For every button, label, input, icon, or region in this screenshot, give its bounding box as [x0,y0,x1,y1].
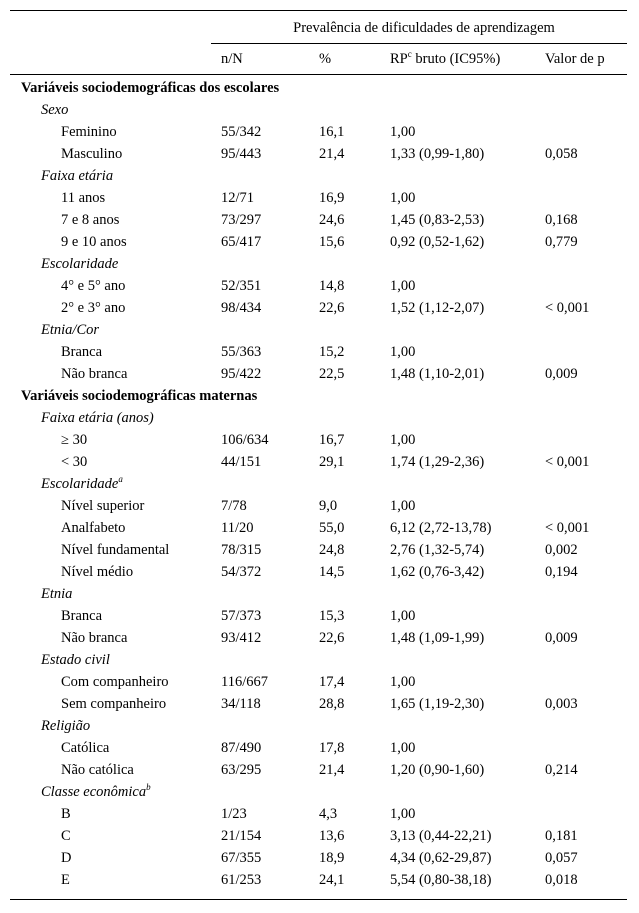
group-label-text: Faixa etária (anos) [41,410,154,426]
table-row [10,847,627,869]
cell-n: 73/297 [221,212,262,228]
cell-percent: 24,1 [319,872,345,888]
cell-n: 93/412 [221,630,262,646]
cell-n: 52/351 [221,278,262,294]
group-label-text: Estado civil [41,652,110,668]
table-row [10,451,627,473]
cell-rp: 1,00 [390,344,416,360]
cell-n: 67/355 [221,850,262,866]
table-row [10,803,627,825]
header-bottom-rule [10,74,627,75]
cell-n: 78/315 [221,542,262,558]
row-label: Branca [61,344,103,360]
table-row [10,495,627,517]
cell-percent: 15,2 [319,344,345,360]
row-label: Não branca [61,630,128,646]
table-row [10,231,627,253]
table-row [10,627,627,649]
section-label: Variáveis sociodemográficas maternas [21,388,258,404]
section-label: Variáveis sociodemográficas dos escolares [21,80,280,96]
cell-n: 63/295 [221,762,262,778]
cell-n: 55/363 [221,344,262,360]
cell-n: 11/20 [221,520,254,536]
cell-percent: 24,8 [319,542,345,558]
group-label-text: Religião [41,718,91,734]
row-label: Não branca [61,366,128,382]
cell-percent: 21,4 [319,762,345,778]
cell-percent: 16,7 [319,432,345,448]
cell-rp: 1,20 (0,90-1,60) [390,762,485,778]
group-label [41,319,99,341]
table-top-rule [10,10,627,11]
table-row [10,693,627,715]
cell-pvalue: < 0,001 [545,520,590,536]
group-label [41,715,90,737]
cell-rp: 0,92 (0,52-1,62) [390,234,485,250]
col-header-rp-sup: c [407,49,412,59]
table-row [10,825,627,847]
cell-pvalue: 0,779 [545,234,578,250]
cell-rp: 5,54 (0,80-38,18) [390,872,492,888]
cell-n: 87/490 [221,740,262,756]
group-label [41,253,118,275]
group-row [10,407,627,429]
group-label-text: Etnia [41,586,73,602]
cell-n: 95/422 [221,366,262,382]
cell-percent: 16,9 [319,190,345,206]
row-label: 2° e 3° ano [61,300,126,316]
table-row [10,869,627,891]
table-row [10,605,627,627]
cell-rp: 2,76 (1,32-5,74) [390,542,485,558]
row-label: C [61,828,71,844]
span-header-rule [211,43,627,44]
col-header-rp-suffix: bruto (IC95%) [411,51,501,67]
cell-rp: 1,00 [390,740,416,756]
cell-percent: 22,5 [319,366,345,382]
cell-percent: 15,3 [319,608,345,624]
group-row [10,583,627,605]
cell-pvalue: < 0,001 [545,300,590,316]
cell-n: 55/342 [221,124,262,140]
cell-pvalue: 0,214 [545,762,578,778]
cell-rp: 1,33 (0,99-1,80) [390,146,485,162]
cell-percent: 29,1 [319,454,345,470]
header-span-row [10,17,627,39]
cell-percent: 21,4 [319,146,345,162]
cell-rp: 1,00 [390,190,416,206]
cell-percent: 17,8 [319,740,345,756]
group-row [10,473,627,495]
cell-percent: 9,0 [319,498,338,514]
group-label [41,781,151,803]
cell-rp: 6,12 (2,72-13,78) [390,520,492,536]
cell-percent: 28,8 [319,696,345,712]
cell-percent: 15,6 [319,234,345,250]
row-label: < 30 [61,454,88,470]
group-label-text: Classe econômica [41,784,147,800]
row-label: 4° e 5° ano [61,278,126,294]
row-label: Nível médio [61,564,134,580]
cell-percent: 18,9 [319,850,345,866]
group-label [41,165,113,187]
group-row [10,649,627,671]
cell-percent: 55,0 [319,520,345,536]
group-row [10,781,627,803]
cell-rp: 1,00 [390,278,416,294]
cell-rp: 1,00 [390,432,416,448]
row-label: Masculino [61,146,123,162]
table-bottom-rule [10,899,627,900]
cell-rp: 1,65 (1,19-2,30) [390,696,485,712]
cell-pvalue: 0,003 [545,696,578,712]
row-label: Nível fundamental [61,542,170,558]
group-label [41,583,72,605]
col-header-pvalue: Valor de p [545,51,605,67]
table-row [10,143,627,165]
cell-pvalue: 0,181 [545,828,578,844]
row-label: Feminino [61,124,117,140]
cell-rp: 1,00 [390,124,416,140]
table-row [10,121,627,143]
cell-n: 98/434 [221,300,262,316]
column-header-row [10,48,627,70]
cell-pvalue: 0,009 [545,630,578,646]
cell-percent: 16,1 [319,124,345,140]
cell-n: 95/443 [221,146,262,162]
group-label [41,407,154,429]
cell-n: 1/23 [221,806,247,822]
footnote-marker: a [118,474,123,484]
cell-pvalue: < 0,001 [545,454,590,470]
group-label [41,99,68,121]
cell-percent: 22,6 [319,630,345,646]
table-row [10,429,627,451]
group-label-text: Sexo [41,102,69,118]
cell-rp: 1,52 (1,12-2,07) [390,300,485,316]
cell-n: 7/78 [221,498,247,514]
cell-percent: 14,5 [319,564,345,580]
group-label-text: Etnia/Cor [41,322,100,338]
table-row [10,561,627,583]
table-row [10,737,627,759]
cell-percent: 14,8 [319,278,345,294]
cell-rp: 1,48 (1,10-2,01) [390,366,485,382]
row-label: 11 anos [61,190,106,206]
group-row [10,253,627,275]
col-header-n: n/N [221,51,243,67]
cell-pvalue: 0,009 [545,366,578,382]
cell-rp: 1,00 [390,608,416,624]
table-row [10,297,627,319]
group-label [41,649,110,671]
row-label: 9 e 10 anos [61,234,127,250]
col-header-rp-label: RP [390,51,408,67]
cell-n: 116/667 [221,674,268,690]
table-row [10,759,627,781]
cell-pvalue: 0,057 [545,850,578,866]
group-label [41,473,123,495]
cell-pvalue: 0,194 [545,564,578,580]
cell-rp: 1,74 (1,29-2,36) [390,454,485,470]
group-label-text: Faixa etária [41,168,114,184]
cell-n: 57/373 [221,608,262,624]
col-header-rp [390,48,500,70]
col-header-percent: % [319,51,332,67]
cell-pvalue: 0,168 [545,212,578,228]
row-label: Nível superior [61,498,145,514]
cell-n: 44/151 [221,454,262,470]
cell-n: 21/154 [221,828,262,844]
row-label: D [61,850,72,866]
cell-n: 65/417 [221,234,262,250]
cell-percent: 17,4 [319,674,345,690]
row-label: ≥ 30 [61,432,88,448]
cell-n: 12/71 [221,190,255,206]
cell-n: 54/372 [221,564,262,580]
row-label: Sem companheiro [61,696,167,712]
row-label: B [61,806,71,822]
table-row [10,517,627,539]
row-label: Com companheiro [61,674,169,690]
row-label: E [61,872,70,888]
cell-rp: 1,00 [390,498,416,514]
cell-percent: 22,6 [319,300,345,316]
footnote-marker: b [146,782,151,792]
cell-rp: 1,45 (0,83-2,53) [390,212,485,228]
table-row [10,363,627,385]
table-row [10,341,627,363]
cell-n: 106/634 [221,432,269,448]
table-row [10,209,627,231]
group-row [10,715,627,737]
row-label: Branca [61,608,103,624]
cell-n: 34/118 [221,696,261,712]
table-row [10,187,627,209]
section-row [10,385,627,407]
group-label-text: Escolaridade [41,476,119,492]
group-row [10,165,627,187]
cell-rp: 1,00 [390,674,416,690]
table-row [10,275,627,297]
row-label: Não católica [61,762,134,778]
group-label-text: Escolaridade [41,256,119,272]
row-label: Católica [61,740,110,756]
row-label: Analfabeto [61,520,126,536]
cell-percent: 13,6 [319,828,345,844]
cell-pvalue: 0,058 [545,146,578,162]
cell-rp: 1,00 [390,806,416,822]
cell-pvalue: 0,018 [545,872,578,888]
cell-rp: 1,62 (0,76-3,42) [390,564,485,580]
cell-percent: 24,6 [319,212,345,228]
section-row [10,77,627,99]
cell-rp: 4,34 (0,62-29,87) [390,850,492,866]
cell-rp: 3,13 (0,44-22,21) [390,828,492,844]
table-row [10,539,627,561]
span-header-title: Prevalência de dificuldades de aprendizagem [293,20,555,36]
table-row [10,671,627,693]
cell-rp: 1,48 (1,09-1,99) [390,630,485,646]
group-row [10,319,627,341]
cell-pvalue: 0,002 [545,542,578,558]
group-row [10,99,627,121]
row-label: 7 e 8 anos [61,212,120,228]
cell-n: 61/253 [221,872,262,888]
cell-percent: 4,3 [319,806,338,822]
